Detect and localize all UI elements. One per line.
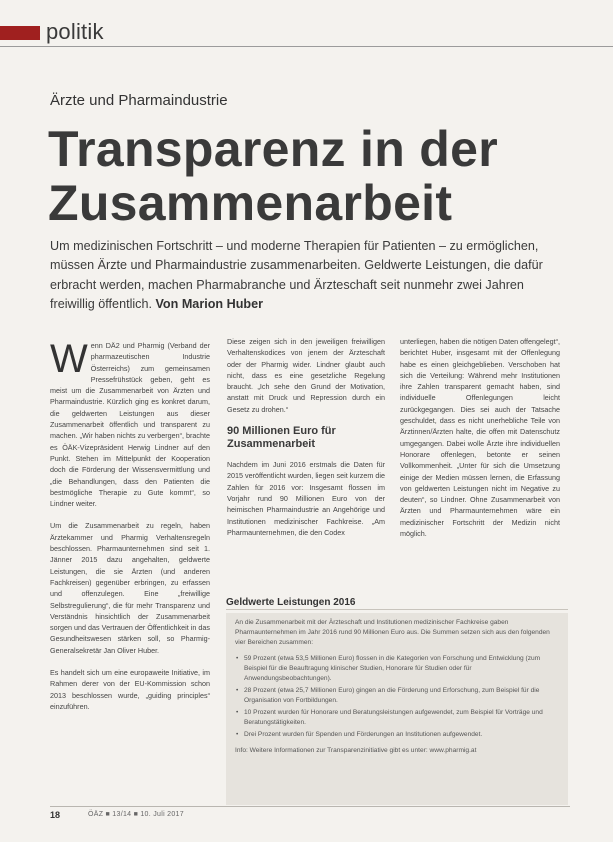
- text-column-2: [227, 336, 385, 538]
- section-rule: [0, 46, 613, 47]
- infobox-list-item: • 28 Prozent (etwa 25,7 Millionen Euro) gingen an die Förderung und Erforschung, zum Beispiel für die Organisation von Fortbildungen.: [235, 686, 559, 706]
- infobox-list-item: • 59 Prozent (etwa 53,5 Millionen Euro) flossen in die Kategorien von Forschung und Entwicklung (zum Beispiel für die Beauftragung klinischer Studien, Honorare für Studien oder für Anwendungsbeobachtungen).: [235, 654, 559, 684]
- section-name: politik: [46, 19, 104, 44]
- infobox-list: [235, 654, 559, 740]
- infobox-list-item: • Drei Prozent wurden für Spenden und Förderungen an Institutionen aufgewendet.: [235, 730, 559, 740]
- text-column-1: [50, 337, 210, 712]
- paragraph: Es handelt sich um eine europaweite Initiative, im Rahmen derer von der EU-Kommission schon 2013 beschlossen wurde, „guiding principles“ einzuführen.: [50, 668, 210, 711]
- paragraph-text: enn DÄ2 und Pharmig (Verband der pharmazeutischen Industrie Österreichs) zum gemeinsamen Pressefrühstück geben, geht es meist um die Zusammenarbeit von Ärzten und Pharmaindustrie. Kürzlich ging es konkret darum, die geldwerten Leistungen aus dieser Zusammenarbeit öffentlich und transparent zu machen. „Wir haben nichts zu verbergen“, brachte es ÖÄK-Vizepräsident Herwig Lindner auf den Punkt. Stehen im Mittelpunkt der Kooperation doch die Förderung der Wissensvermittlung und „die Behandlungen, dass den Patienten die bestmögliche Therapie zu Gute kommt“, so Lindner weiter.: [50, 341, 210, 509]
- page-footer: [50, 806, 570, 822]
- text-column-3: [400, 336, 560, 539]
- article-headline: Transparenz in der Zusammenarbeit: [48, 121, 498, 231]
- paragraph: Um die Zusammenarbeit zu regeln, haben Ärztekammer und Pharmig Verhaltensregeln beschlossen. Pharmaunternehmen sind seit 1. Jänner 2015 dazu angehalten, geldwerte Leistungen, die sie Ärzten (und anderen Fachkreisen) gegenüber erbringen, zu erfassen und offenzulegen. Eine „freiwillige Selbstregulierung“, die für mehr Transparenz und Verständnis hinsichtlich der Zusammenarbeit sorgen und das Vertrauen der Öffentlichkeit in das Gesundheitswesen stärken soll, so Pharmig-Generalsekretär Jan Oliver Huber.: [50, 521, 210, 655]
- subheading: 90 Millionen Euro für Zusammenarbeit: [227, 425, 336, 451]
- issue-info: ÖÄZ ■ 13/14 ■ 10. Juli 2017: [88, 811, 184, 818]
- infobox-title: Geldwerte Leistungen 2016: [226, 597, 356, 608]
- paragraph: Nachdem im Juni 2016 erstmals die Daten für 2015 veröffentlicht wurden, liegen seit kurzem die Zahlen für 2016 vor: Insgesamt flossen im Vorjahr rund 90 Millionen Euro von der heimischen Pharmaindustrie an Angehörige und Institutionen medizinischer Fachkreise. „Am Pharmaunternehmen, die den Codex: [227, 460, 385, 537]
- article-kicker: Ärzte und Pharmaindustrie: [50, 92, 228, 109]
- article-author: Von Marion Huber: [155, 296, 263, 311]
- lead-text: Um medizinischen Fortschritt – und moderne Therapien für Patienten – zu ermöglichen, müssen Ärzte und Pharmaindustrie zusammenarbeiten. Geldwerte Leistungen, die dafür erbracht werden, machen Pharmabranche und Ärzteschaft seit nunmehr zwei Jahren freiwillig öffentlich.: [50, 239, 543, 311]
- infobox-rule: [226, 609, 568, 610]
- paragraph: unterliegen, haben die nötigen Daten offengelegt“, berichtet Huber, insgesamt mit der Offenlegung habe es einen gleichgeblieben. Verschoben hat sich die Verteilung: Während mehr Institutionen ihre Zahlen transparent gemacht haben, sind individuelle Offenlegungen leicht zurückgegangen. Dies sei auch der Tatsache geschuldet, dass es nicht unerhebliche Teile von Ärztinnen/Ärzten halte, die offen mit Datenschutz umgegangen. Dabei wolle Ärzte ihre individuellen Honorare offenlegen, betonte er seinen Vollkommenheit. „Unter für sich die Umsetzung einige der Medien müssen lernen, die Erfassung von geldwerten Leistungen nicht im Negative zu deuten“, so Lindner. Ohne Zusammenarbeit von Ärzten und Pharmaunternehmen wäre ein medizinischer Fortschritt der Medizin nicht möglich.: [400, 337, 560, 539]
- page-number: 18: [50, 810, 61, 820]
- article-lead: [50, 237, 562, 314]
- infobox-list-item: • 10 Prozent wurden für Honorare und Beratungsleistungen aufgewendet, zum Beispiel für Vorträge und Beratungstätigkeiten.: [235, 708, 559, 728]
- paragraph: [50, 337, 210, 509]
- drop-cap: W: [50, 337, 88, 381]
- paragraph: Diese zeigen sich in den jeweiligen freiwilligen Verhaltenskodices von jenem der Ärzteschaft oder der Pharmig wider. Lindner glaubt auch nicht, dass es eine gesetzliche Regelung braucht. „Ich sehe den Grund der Motivation, anstatt mit Druck und Repression durch ein Gesetz zu drohen.“: [227, 337, 385, 414]
- infobox: [226, 613, 568, 805]
- infobox-footnote: Info: Weitere Informationen zur Transparenzinitiative gibt es unter: www.pharmig.at: [235, 747, 477, 754]
- section-color-bar: [0, 26, 40, 40]
- infobox-intro: An die Zusammenarbeit mit der Ärzteschaft und Institutionen medizinischer Fachkreise gaben Pharmaunternehmen im Jahr 2016 rund 90 Millionen Euro aus. Die Summen setzen sich aus den folgenden vier Bereichen zusammen:: [235, 619, 550, 646]
